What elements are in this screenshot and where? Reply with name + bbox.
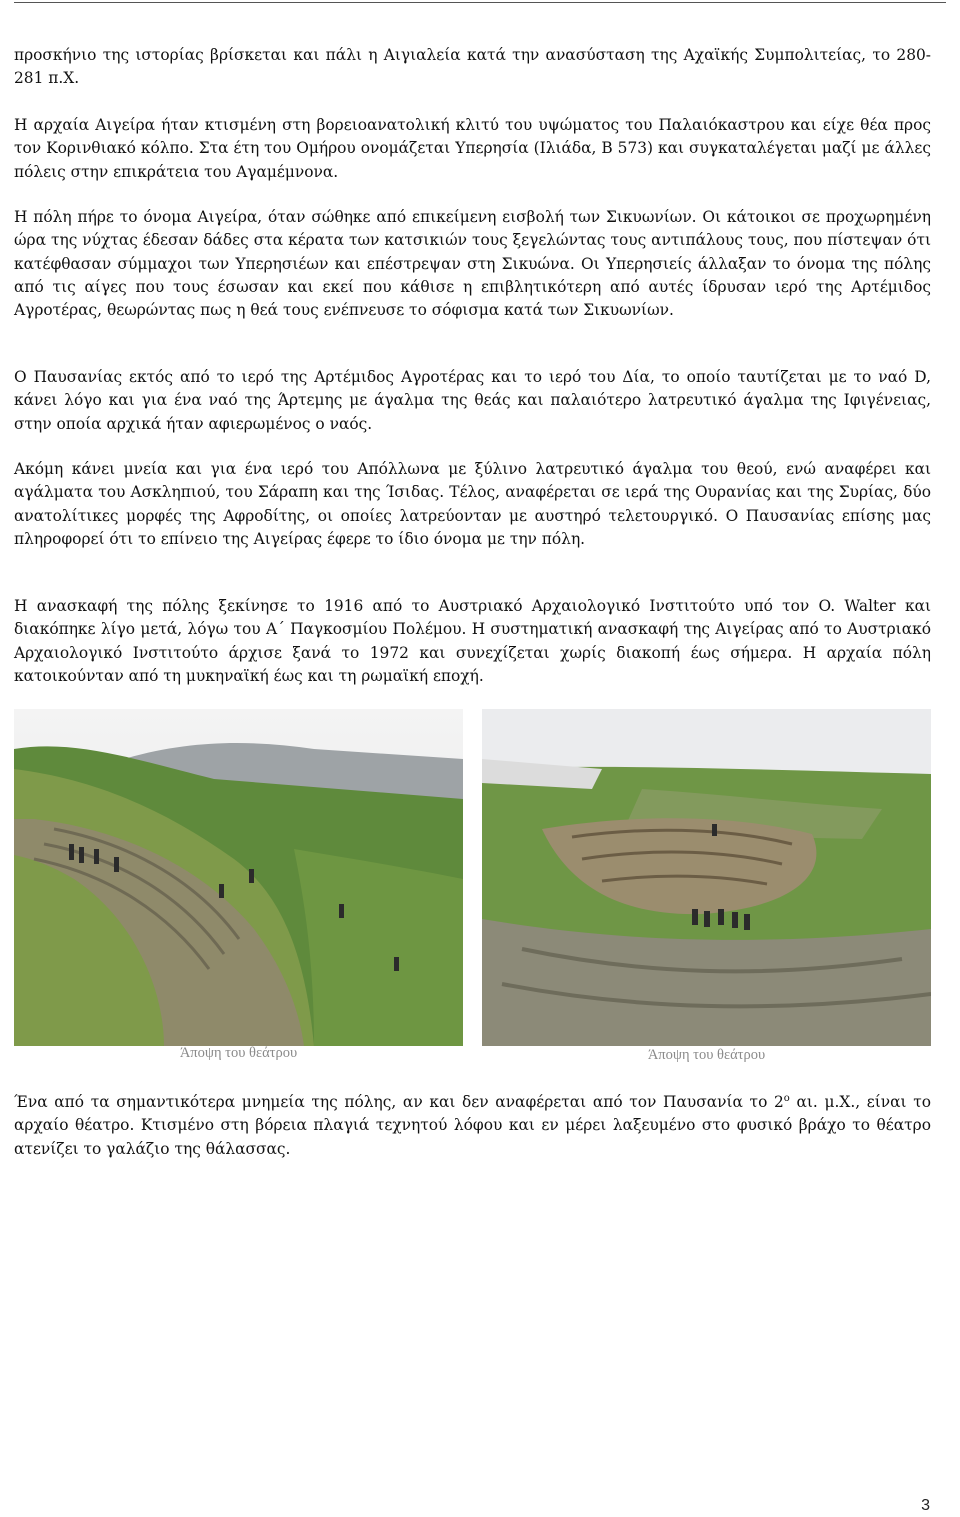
theatre-text-start: Ένα από τα σημαντικότερα μνημεία της πόλης, αν και δεν αναφέρεται από τον Παυσανία το 2 (14, 1093, 784, 1112)
theatre-text-end: αι. μ.Χ., είναι το αρχαίο θέατρο. Κτισμένο στη βόρεια πλαγιά τεχνητού λόφου και εν μέρει λαξευμένο στο φυσικό βράχο το θέατρο ατενίζει το γαλάζιο της θάλασσας. (14, 1093, 931, 1158)
paragraph-other-sanctuaries: Ακόμη κάνει μνεία και για ένα ιερό του Απόλλωνα με ξύλινο λατρευτικό άγαλμα του θεού, ενώ αναφέρει και αγάλματα του Ασκληπιού, του Σάραπη και της Ίσιδας. Τέλος, αναφέρεται σε ιερά της Ουρανίας και της Συρίας, δύο ανατολίτικες μορφές της Αφροδίτης, οι οποίες λατρεύονταν με αυστηρό τελετουργικό. Ο Παυσανίας επίσης μας πληροφορεί ότι το επίνειο της Αιγείρας έφερε το ίδιο όνομα με την πόλη. (14, 460, 931, 548)
header-rule (14, 2, 946, 3)
paragraph-ancient-aigeira: Η αρχαία Αιγείρα ήταν κτισμένη στη βορειοανατολική κλιτύ του υψώματος του Παλαιόκαστρου και είχε θέα προς τον Κορινθιακό κόλπο. Στα έτη του Ομήρου ονομάζεται Υπερησία (Ιλιάδα, Β 573) και συγκαταλέγεται μαζί με άλλες πόλεις στην επικράτεια του Αγαμέμνονα. (14, 116, 931, 181)
theatre-photo-right (482, 709, 931, 1046)
theatre-photo-left (14, 709, 463, 1046)
paragraph-name-origin: Η πόλη πήρε το όνομα Αιγείρα, όταν σώθηκε από επικείμενη εισβολή των Σικυωνίων. Οι κάτοικοι σε προχωρημένη ώρα της νύχτας έδεσαν δάδες στα κέρατα των κατσικιών τους ξεγελώντας τους αντιπάλους τους, που πίστεψαν ότι κατέφθασαν σύμμαχοι των Υπερησιέων και επέστρεψαν στη Σικυώνα. Οι Υπερησιείς άλλαξαν το όνομα της πόλης από τις αίγες που τους έσωσαν και εκεί που κάθισε η επιβλητικότερη από αυτές ίδρυσαν ιερό της Αρτέμιδος Αγροτέρας, θεωρώντας πως η θεά τους ενέπνευσε το σόφισμα κατά των Σικυωνίων. (14, 208, 931, 320)
paragraph-intro: προσκήνιο της ιστορίας βρίσκεται και πάλι η Αιγιαλεία κατά την ανασύσταση της Αχαϊκής Συμπολιτείας, το 280-281 π.Χ. (14, 46, 931, 88)
ordinal-superscript: ο (783, 1093, 790, 1104)
paragraph-pausanias-temples: Ο Παυσανίας εκτός από το ιερό της Αρτέμιδος Αγροτέρας και το ιερό του Δία, το οποίο ταυτίζεται με το ναό D, κάνει λόγο και για ένα ναό της Άρτεμης με άγαλμα της θεάς και παλαιότερο λατρευτικό άγαλμα της Ιφιγένειας, στην οποία αρχικά ήταν αφιερωμένος ο ναός. (14, 368, 931, 433)
caption-right: Άποψη του θεάτρου (647, 1047, 766, 1063)
paragraph-excavation: Η ανασκαφή της πόλης ξεκίνησε το 1916 από το Αυστριακό Αρχαιολογικό Ινστιτούτο υπό τον O. Walter και διακόπηκε λίγο μετά, λόγω του Α΄ Παγκοσμίου Πολέμου. Η συστηματική ανασκαφή της Αιγείρας από το Αυστριακό Αρχαιολογικό Ινστιτούτο άρχισε ξανά το 1972 και συνεχίζεται χωρίς διακοπή έως σήμερα. Η αρχαία πόλη κατοικούνταν από τη μυκηναϊκή έως και τη ρωμαϊκή εποχή. (14, 597, 931, 685)
page-number: 3 (921, 1497, 930, 1514)
paragraph-theatre (14, 1087, 931, 1161)
caption-left: Άποψη του θεάτρου (179, 1045, 298, 1061)
